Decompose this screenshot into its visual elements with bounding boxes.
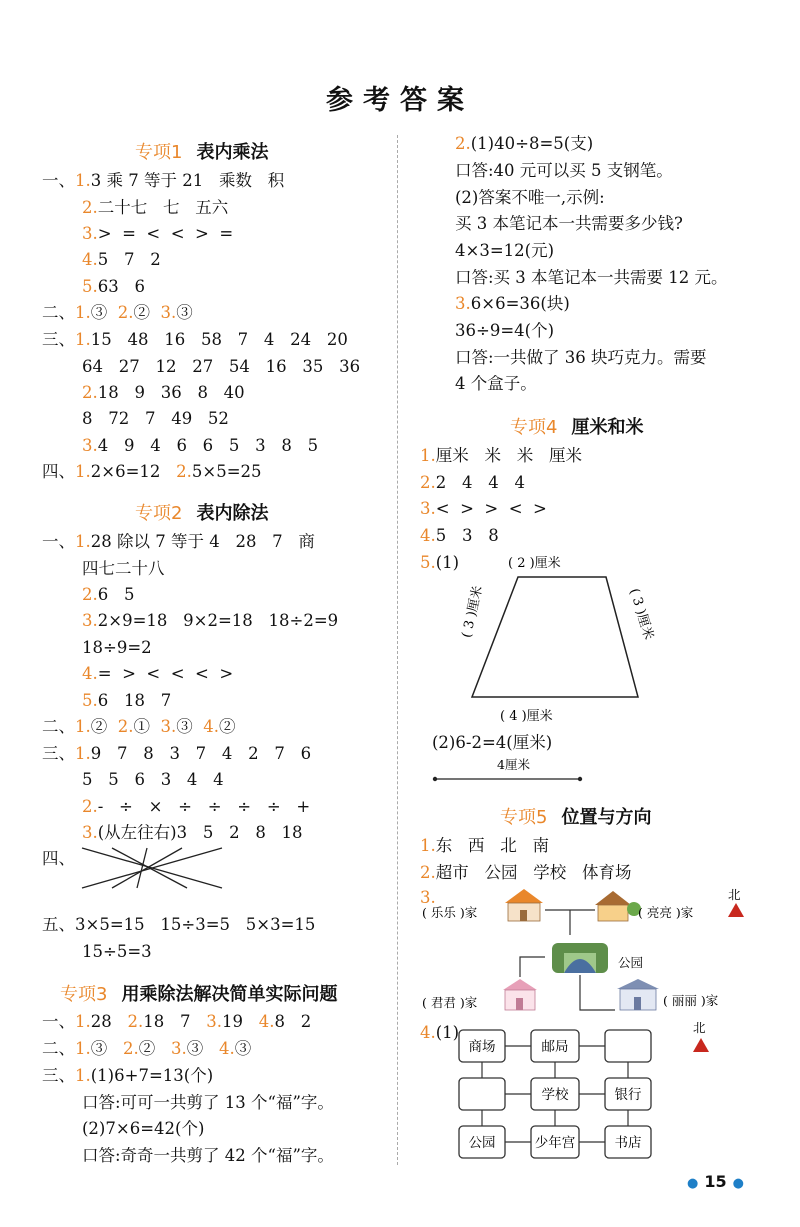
section-name: 厘米和米 (571, 417, 644, 438)
svg-text:银行: 银行 (614, 1087, 642, 1103)
lili-label: ( 丽丽 )家 (663, 993, 719, 1008)
column-divider (397, 135, 398, 1165)
answer-line: 三、1.(1)6+7=13(个) (42, 1066, 214, 1085)
section-name: 表内除法 (196, 503, 269, 524)
connector-line (580, 975, 615, 1010)
answer-line: 2.2 4 4 4 (420, 473, 525, 492)
answer-line: 64 27 12 27 54 16 35 36 (82, 357, 361, 376)
answer-line: 36÷9=4(个) (455, 321, 555, 340)
answer-line: 2.18 9 36 8 40 (82, 383, 245, 402)
answer-line: 5.(1) (420, 553, 460, 572)
answer-line: 二、1.② 2.① 3.③ 4.② (42, 717, 236, 736)
grid-box (531, 1078, 579, 1110)
trapezoid-shape (472, 577, 638, 697)
matching-lines-diagram (72, 843, 232, 893)
match-line (137, 848, 147, 888)
answer-line: 2.(1)40÷8=5(支) (455, 134, 594, 153)
grid-box (459, 1078, 505, 1110)
answer-line: 18÷9=2 (82, 638, 152, 657)
answer-line: 8 72 7 49 52 (82, 409, 229, 428)
answer-line: 2.二十七 七 五六 (82, 198, 229, 217)
svg-text:书店: 书店 (614, 1135, 642, 1151)
answer-line: 3.2×9=18 9×2=18 18÷2=9 (82, 611, 339, 630)
svg-text:公园: 公园 (468, 1135, 496, 1151)
answer-line: 3.4 9 4 6 6 5 3 8 5 (82, 436, 319, 455)
north-label: 北 (728, 887, 741, 902)
section-2-heading (135, 499, 268, 525)
answer-line: 五、3×5=15 15÷3=5 5×3=15 (42, 915, 316, 934)
segment-label: 4厘米 (497, 757, 530, 772)
answer-line: 二、1.③ 2.② 3.③ (42, 303, 193, 322)
svg-text:学校: 学校 (541, 1087, 569, 1103)
north-label: 北 (693, 1022, 706, 1035)
answer-line: 口答:可可一共剪了 13 个“福”字。 (82, 1093, 334, 1112)
grid-box (531, 1126, 579, 1158)
answer-line: (2)答案不唯一,示例: (455, 188, 605, 207)
grid-box (459, 1126, 505, 1158)
dot-icon: ● (687, 1176, 699, 1191)
section-5-heading (500, 803, 651, 829)
answer-line: (2)7×6=42(个) (82, 1119, 205, 1138)
section-name: 用乘除法解决简单实际问题 (121, 984, 338, 1005)
answer-line: 四七二十八 (82, 559, 165, 578)
answer-line: 3.< > > < > (420, 499, 547, 518)
line-segment-diagram (425, 755, 595, 785)
segment-endpoint (578, 777, 582, 781)
answer-line: 1.东 西 北 南 (420, 836, 549, 855)
page-title: 参考答案 (326, 85, 474, 116)
liangliang-label: ( 亮亮 )家 (638, 905, 694, 920)
section-tag: 专项1 (135, 142, 183, 163)
bottom-label: ( 4 )厘米 (500, 709, 553, 724)
junjun-house-icon (503, 979, 537, 1010)
answer-line: 5.6 18 7 (82, 691, 172, 710)
section-name: 表内乘法 (196, 142, 269, 163)
answer-line: 口答:奇奇一共剪了 42 个“福”字。 (82, 1146, 334, 1165)
answer-line: 一、1.28 2.18 7 3.19 4.8 2 (42, 1012, 312, 1031)
junjun-label: ( 君君 )家 (422, 995, 478, 1010)
answer-line: 4 个盒子。 (455, 374, 537, 393)
answer-line: 4.5 7 2 (82, 250, 161, 269)
answer-line: 4.5 3 8 (420, 526, 499, 545)
answer-line: 5.63 6 (82, 277, 145, 296)
right-label: ( 3 )厘米 (626, 586, 656, 642)
svg-text:少年宫: 少年宫 (534, 1135, 576, 1151)
answer-line: 口答:买 3 本笔记本一共需要 12 元。 (455, 268, 728, 287)
section-tag: 专项4 (510, 417, 558, 438)
answer-line: 3.(从左往右)3 5 2 8 18 (82, 823, 303, 842)
answer-line: 3.> = < < > = (82, 224, 234, 243)
grid-box (459, 1030, 505, 1062)
section-tag: 专项5 (500, 807, 548, 828)
answer-line: 买 3 本笔记本一共需要多少钱? (455, 214, 683, 233)
lili-house-icon (617, 979, 659, 1010)
section-4-heading (510, 413, 643, 439)
answer-line: 四、1.2×6=12 2.5×5=25 (42, 462, 262, 481)
grid-box (531, 1030, 579, 1062)
svg-text:邮局: 邮局 (541, 1039, 569, 1055)
north-arrow-icon (693, 1038, 709, 1052)
section-3-heading (60, 980, 337, 1006)
park-gate-icon (552, 943, 608, 973)
answer-line: 5 5 6 3 4 4 (82, 770, 224, 789)
connector-line (520, 957, 545, 977)
lele-house-icon (505, 889, 543, 921)
section-1-heading (135, 138, 268, 164)
section-name: 位置与方向 (561, 807, 652, 828)
answer-line: 2.6 5 (82, 585, 135, 604)
answer-line: 口答:一共做了 36 块巧克力。需要 (455, 348, 707, 367)
dot-icon: ● (732, 1176, 744, 1191)
answer-line: 四、 (42, 849, 75, 868)
answer-line: 4.= > < < < > (82, 664, 234, 683)
liangliang-house-icon (595, 891, 641, 921)
answer-line: (2)6-2=4(厘米) (432, 733, 553, 752)
answer-line: 2.- ÷ × ÷ ÷ ÷ ÷ + (82, 797, 311, 816)
page-number: ● 15 ● (687, 1172, 744, 1191)
segment-endpoint (433, 777, 437, 781)
svg-text:商场: 商场 (468, 1039, 496, 1055)
answer-line: 三、1.15 48 16 58 7 4 24 20 (42, 330, 348, 349)
answer-line: 4×3=12(元) (455, 241, 555, 260)
section-tag: 专项3 (60, 984, 108, 1005)
answer-line: 15÷5=3 (82, 942, 152, 961)
grid-map-diagram (455, 1022, 745, 1172)
position-map-diagram (420, 885, 760, 1025)
answer-line: 4.(1) (420, 1023, 460, 1042)
left-label: ( 3 )厘米 (459, 584, 486, 640)
grid-box (605, 1078, 651, 1110)
section-tag: 专项2 (135, 503, 183, 524)
answer-line: 1.厘米 米 米 厘米 (420, 446, 582, 465)
answer-line: 一、1.28 除以 7 等于 4 28 7 商 (42, 532, 315, 551)
answer-line: 2.超市 公园 学校 体育场 (420, 863, 632, 882)
answer-line: 3. (420, 888, 436, 907)
grid-box (605, 1030, 651, 1062)
answer-line: 3.6×6=36(块) (455, 294, 570, 313)
lele-label: ( 乐乐 )家 (422, 905, 478, 920)
park-label: 公园 (618, 955, 644, 970)
answer-line: 一、1.3 乘 7 等于 21 乘数 积 (42, 171, 285, 190)
north-arrow-icon (728, 903, 744, 917)
answer-line: 二、1.③ 2.② 3.③ 4.③ (42, 1039, 252, 1058)
answer-line: 三、1.9 7 8 3 7 4 2 7 6 (42, 744, 312, 763)
answer-line: 口答:40 元可以买 5 支钢笔。 (455, 161, 673, 180)
grid-box (605, 1126, 651, 1158)
top-label: ( 2 )厘米 (508, 556, 561, 571)
trapezoid-diagram (440, 545, 670, 730)
